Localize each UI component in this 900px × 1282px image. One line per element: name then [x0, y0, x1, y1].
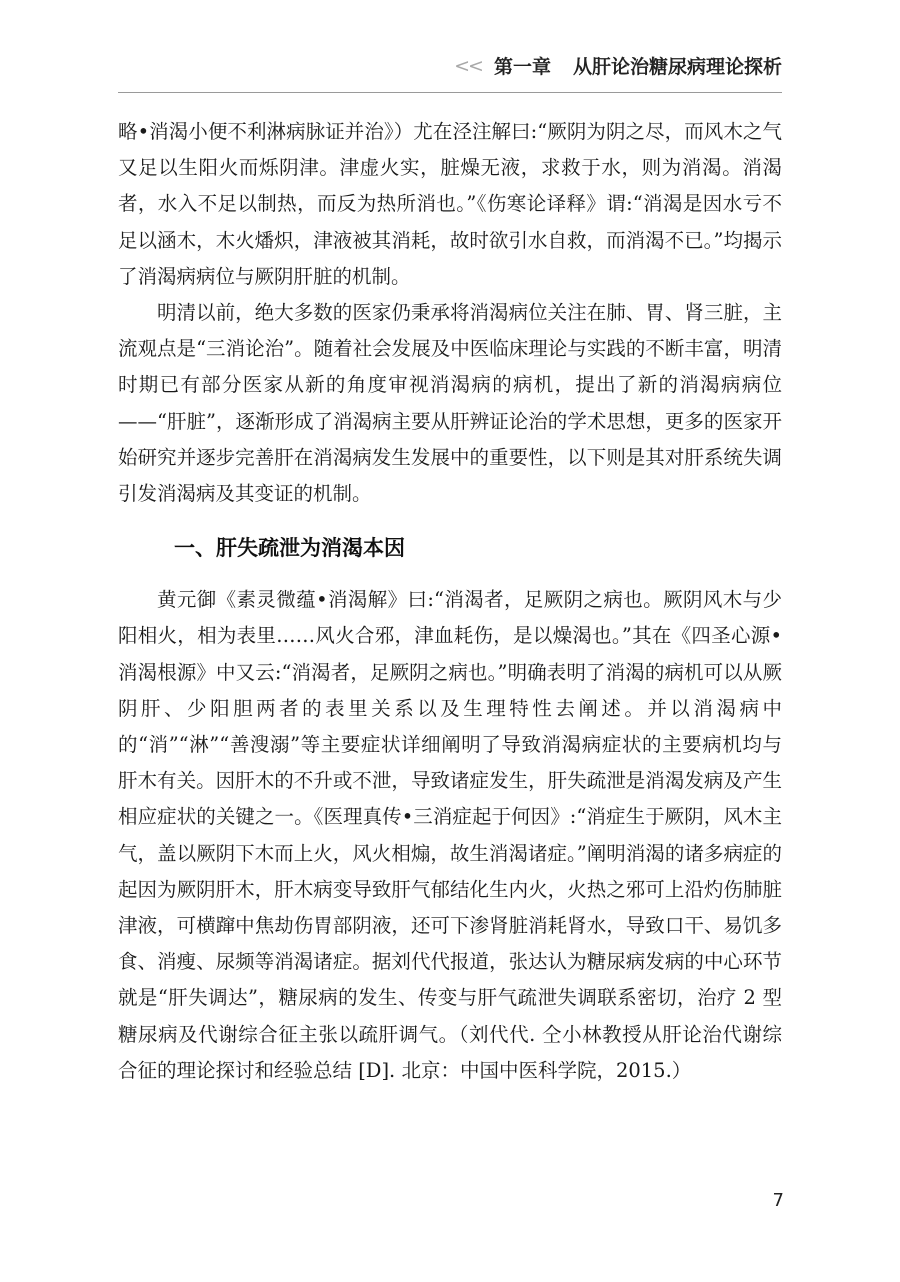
paragraph-continuation: 略•消渴小便不利淋病脉证并治》）尤在泾注解曰:“厥阴为阴之尽，而风木之气又足以生阳火而烁阴津。津虚火实，脏燥无液，求救于水，则为消渴。消渴者，水入不足以制热，而反为热所消也。”《伤寒论译释》谓:“消渴是因水亏不足以涵木，木火燔炽，津液被其消耗，故时欲引水自救，而消渴不已。”均揭示了消渴病病位与厥阴肝脏的机制。: [118, 120, 782, 288]
page-number: 7: [772, 1190, 784, 1211]
paragraph-ming-qing: 明清以前，绝大多数的医家仍秉承将消渴病位关注在肺、胃、肾三脏，主流观点是“三消论治”。随着社会发展及中医临床理论与实践的不断丰富，明清时期已有部分医家从新的角度审视消渴病的病机，提出了新的消渴病病位——“肝脏”，逐渐形成了消渴病主要从肝辨证论治的学术思想，更多的医家开始研究并逐步完善肝在消渴病发生发展中的重要性，以下则是其对肝系统失调引发消渴病及其变证的机制。: [118, 301, 782, 506]
page-body: [118, 114, 782, 1089]
section-heading: 一、肝失疏泄为消渴本因: [174, 536, 405, 561]
chapter-label: 第一章: [493, 56, 551, 78]
paragraph-huang-yuanyu: 黄元御《素灵微蕴•消渴解》曰:“消渴者，足厥阴之病也。厥阴风木与少阳相火，相为表里……风火合邪，津血耗伤，是以燥渴也。”其在《四圣心源•消渴根源》中又云:“消渴者，足厥阴之病也。”明确表明了消渴的病机可以从厥阴肝、少阳胆两者的表里关系以及生理特性去阐述。并以消渴病中的“消”“淋”“善溲溺”等主要症状详细阐明了导致消渴病症状的主要病机均与肝木有关。因肝木的不升或不泄，导致诸症发生，肝失疏泄是消渴发病及产生相应症状的关键之一。《医理真传•三消症起于何因》:“消症生于厥阴，风木主气，盖以厥阴下木而上火，风火相煽，故生消渴诸症。”阐明消渴的诸多病症的起因为厥阴肝木，肝木病变导致肝气郁结化生内火，火热之邪可上沿灼伤肺脏津液，可横蹿中焦劫伤胃部阴液，还可下渗肾脏消耗肾水，导致口干、易饥多食、消瘦、尿频等消渴诸症。据刘代代报道，张达认为糖尿病发病的中心环节就是“肝失调达”，糖尿病的发生、传变与肝气疏泄失调联系密切，治疗 2 型糖尿病及代谢综合征主张以疏肝调气。（刘代代. 仝小林教授从肝论治代谢综合征的理论探讨和经验总结 [D]. 北京：中国中医科学院，2015.）: [118, 588, 782, 1082]
chapter-title: 从肝论治糖尿病理论探析: [572, 56, 782, 78]
running-header: [454, 52, 782, 79]
header-divider: [118, 92, 782, 93]
chevron-left-icon: <<: [454, 54, 482, 77]
